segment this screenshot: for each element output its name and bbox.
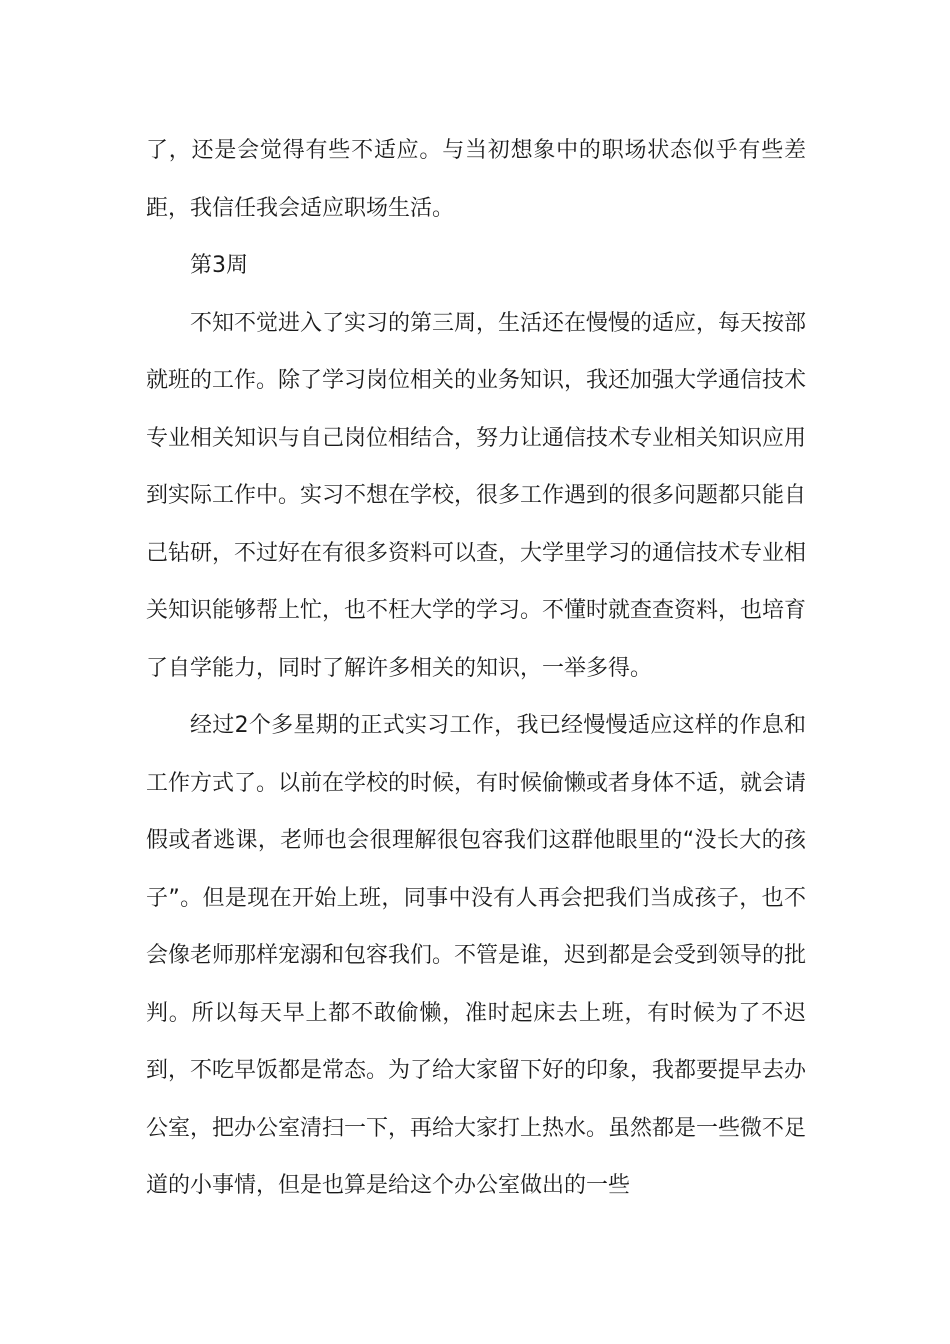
- paragraph-work-adaptation: 经过2个多星期的正式实习工作，我已经慢慢适应这样的作息和工作方式了。以前在学校的时候，有时候偷懒或者身体不适，就会请假或者逃课，老师也会很理解很包容我们这群他眼里的“没长大的孩子”。但是现在开始上班，同事中没有人再会把我们当成孩子，也不会像老师那样宠溺和包容我们。不管是谁，迟到都是会受到领导的批判。所以每天早上都不敢偷懒，准时起床去上班，有时候为了不迟到，不吃早饭都是常态。为了给大家留下好的印象，我都要提早去办公室，把办公室清扫一下，再给大家打上热水。虽然都是一些微不足道的小事情，但是也算是给这个办公室做出的一些: [146, 713, 807, 1198]
- section-heading-week-3: 第3周: [190, 253, 248, 278]
- document-body: [146, 122, 806, 1215]
- paragraph-continuation: 了，还是会觉得有些不适应。与当初想象中的职场状态似乎有些差距，我信任我会适应职场生活。: [146, 138, 806, 221]
- paragraph-week-3-intro: 不知不觉进入了实习的第三周，生活还在慢慢的适应，每天按部就班的工作。除了学习岗位相关的业务知识，我还加强大学通信技术专业相关知识与自己岗位相结合，努力让通信技术专业相关知识应用到实际工作中。实习不想在学校，很多工作遇到的很多问题都只能自己钻研，不过好在有很多资料可以查，大学里学习的通信技术专业相关知识能够帮上忙，也不枉大学的学习。不懂时就查查资料，也培育了自学能力，同时了解许多相关的知识，一举多得。: [146, 310, 807, 681]
